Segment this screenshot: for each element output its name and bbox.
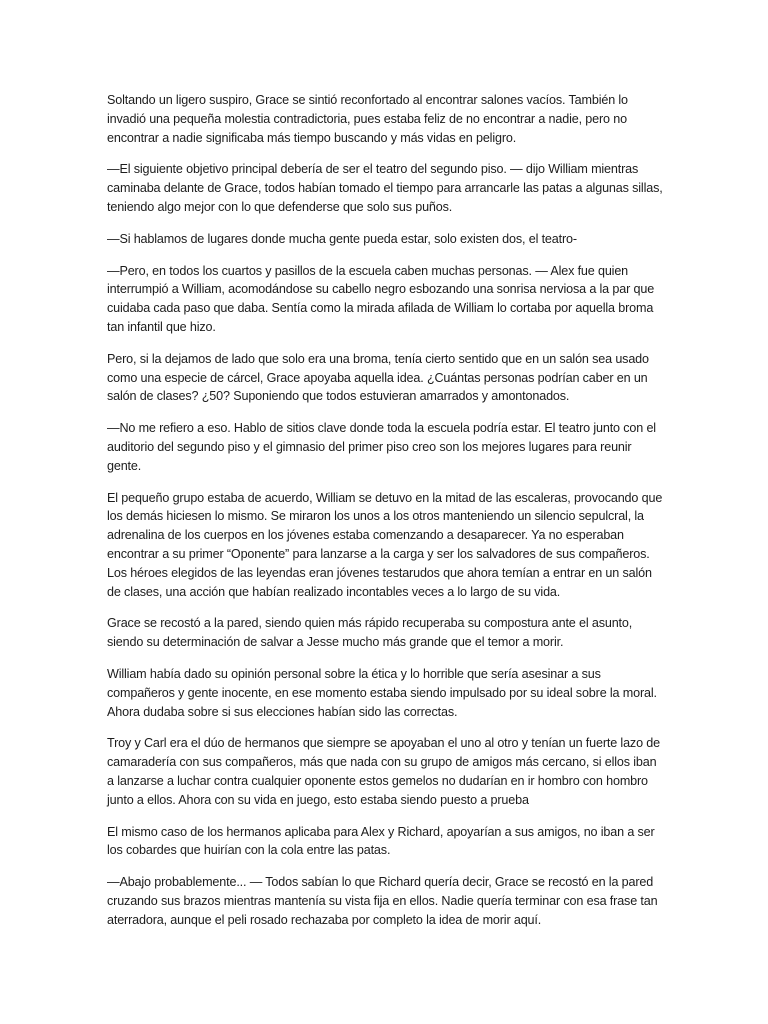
paragraph-11: El mismo caso de los hermanos aplicaba para Alex y Richard, apoyarían a sus amigos, no iban a ser los cobardes que huirían con la cola entre las patas. <box>107 824 655 858</box>
paragraph-3: —Si hablamos de lugares donde mucha gente pueda estar, solo existen dos, el teatro- <box>107 231 577 246</box>
paragraph-12: —Abajo probablemente... — Todos sabían lo que Richard quería decir, Grace se recostó en la pared cruzando sus brazos mientras mantenía su vista fija en ellos. Nadie quería terminar con esa frase tan aterradora, aunque el peli rosado rechazaba por completo la idea de morir aquí. <box>107 875 658 927</box>
text-column <box>107 91 663 942</box>
paragraph-2: —El siguiente objetivo principal debería de ser el teatro del segundo piso. — dijo William mientras caminaba delante de Grace, todos habían tomado el tiempo para arrancarle las patas a algunas sillas, teniendo algo mejor con lo que defenderse que solo sus puños. <box>107 162 663 214</box>
paragraph-1: Soltando un ligero suspiro, Grace se sintió reconfortado al encontrar salones vacíos. También lo invadió una pequeña molestia contradictoria, pues estaba feliz de no encontrar a nadie, pero no encontrar a nadie significaba más tiempo buscando y más vidas en peligro. <box>107 93 628 145</box>
paragraph-4: —Pero, en todos los cuartos y pasillos de la escuela caben muchas personas. — Alex fue quien interrumpió a William, acomodándose su cabello negro esbozando una sonrisa nerviosa a la par que cuidaba cada paso que daba. Sentía como la mirada afilada de William lo cortaba por aquella broma tan infantil que hizo. <box>107 263 655 334</box>
paragraph-8: Grace se recostó a la pared, siendo quien más rápido recuperaba su compostura ante el asunto, siendo su determinación de salvar a Jesse mucho más grande que el temor a morir. <box>107 616 633 650</box>
paragraph-9: William había dado su opinión personal sobre la ética y lo horrible que sería asesinar a sus compañeros y gente inocente, en ese momento estaba siendo impulsado por su ideal sobre la moral. Ahora dudaba sobre si sus elecciones habían sido las correctas. <box>107 666 657 719</box>
paragraph-5: Pero, si la dejamos de lado que solo era una broma, tenía cierto sentido que en un salón sea usado como una especie de cárcel, Grace apoyaba aquella idea. ¿Cuántas personas podrían caber en un salón de clases? ¿50? Suponiendo que todos estuvieran amarrados y amontonados. <box>107 351 649 404</box>
paragraph-10: Troy y Carl era el dúo de hermanos que siempre se apoyaban el uno al otro y tenían un fuerte lazo de camaradería con sus compañeros, más que nada con su grupo de amigos más cercano, si ellos iban a lanzarse a luchar contra cualquier oponente estos gemelos no dudarían en ir hombro con hombro junto a ellos. Ahora con su vida en juego, esto estaba siendo puesto a prueba <box>107 736 660 807</box>
paragraph-7: El pequeño grupo estaba de acuerdo, William se detuvo en la mitad de las escaleras, provocando que los demás hiciesen lo mismo. Se miraron los unos a los otros manteniendo un silencio sepulcral, la adrenalina de los cuerpos en los jóvenes estaba comenzando a desaparecer. Ya no esperaban encontrar a su primer “Oponente” para lanzarse a la carga y ser los salvadores de sus compañeros. Los héroes elegidos de las leyendas eran jóvenes testarudos que ahora temían a entrar en un salón de clases, una acción que habían realizado incontables veces a lo largo de su vida. <box>107 490 663 599</box>
paragraph-6: —No me refiero a eso. Hablo de sitios clave donde toda la escuela podría estar. El teatro junto con el auditorio del segundo piso y el gimnasio del primer piso creo son los mejores lugares para reunir gente. <box>107 421 656 473</box>
